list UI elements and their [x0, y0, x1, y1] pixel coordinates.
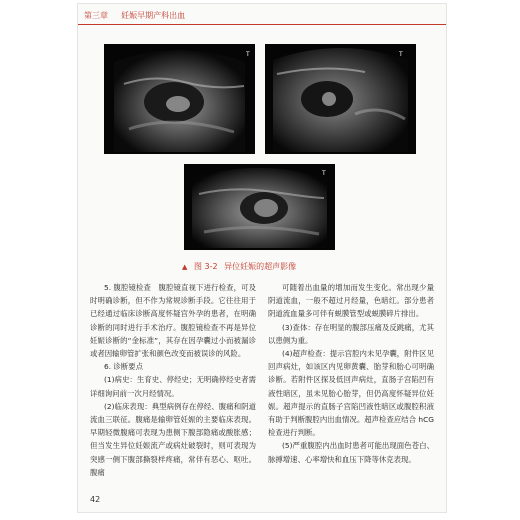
- ultrasound-image-1: [104, 44, 255, 154]
- left-text-column: [90, 281, 256, 479]
- figure-title: 异位妊娠的超声影像: [224, 262, 297, 271]
- paragraph: 5. 腹腔镜检查 腹腔镜直视下进行检查，可及时明确诊断，但不作为常规诊断手段。它往往用于已经通过临床诊断高度怀疑宫外孕的患者，在明确诊断的同时进行手术治疗。腹腔镜检查不再是异位妊娠诊断的“金标准”，其存在因孕囊过小而被漏诊或者因输卵管扩张和颜色改变而被误诊的风险。: [90, 283, 256, 359]
- paragraph: (4)超声检查：提示宫腔内未见孕囊，附件区见回声病灶，如该区内见卵黄囊、胎芽和胎心可明确诊断。若附件区探及低回声病灶，直肠子宫陷凹有液性暗区，虽未见胎心胎芽，但仍高度怀疑异位妊娠。超声提示的直肠子宫陷凹液性暗区或腹腔积液有助于判断腹腔内出血情况。超声检查应结合 hCG 检查进行判断。: [268, 349, 434, 438]
- chapter-number: 第三章: [84, 11, 108, 20]
- running-head: [84, 10, 185, 21]
- paragraph: (2)临床表现：典型病例存在停经、腹痛和阴道流血三联征。腹痛是输卵管妊娠的主要临床表现。早期轻微腹痛可表现为患侧下腹部隐痛或酸胀感；但当发生异位妊娠流产或病灶破裂时，则可表现为突感一侧下腹部撕裂样疼痛，常伴有恶心、呕吐。腹痛: [90, 401, 256, 477]
- paragraph: (3)查体：存在明显的腹部压痛及反跳痛，尤其以患侧为重。: [268, 322, 434, 345]
- header-rule: [78, 24, 446, 25]
- image-marker-2: T: [399, 51, 403, 58]
- triangle-icon: ▲: [182, 263, 188, 271]
- image-marker-1: T: [246, 51, 250, 58]
- book-page: [78, 4, 446, 512]
- section-heading: 6. 诊断要点: [104, 362, 143, 372]
- figure-caption: [182, 261, 296, 272]
- right-text-column: [268, 281, 434, 466]
- paragraph: 可随着出血量的增加而发生变化。常出现少量阴道流血，一般不超过月经量，色暗红。部分患者阴道流血量多可伴有蜕膜管型或蜕膜碎片排出。: [268, 283, 434, 319]
- page-number: 42: [90, 495, 101, 504]
- image-marker-3: T: [322, 170, 326, 177]
- paragraph: (1)病史：生育史、停经史；无明确停经史者需详细询问前一次月经情况。: [90, 375, 256, 398]
- paragraph: (5)严重腹腔内出血时患者可能出现面色苍白、脉搏增速、心率增快和血压下降等休克表现。: [268, 441, 434, 464]
- figure-number: 图 3-2: [193, 262, 218, 271]
- ultrasound-image-3: [184, 164, 335, 250]
- ultrasound-image-2: [265, 44, 416, 154]
- chapter-title: 妊娠早期产科出血: [121, 11, 186, 20]
